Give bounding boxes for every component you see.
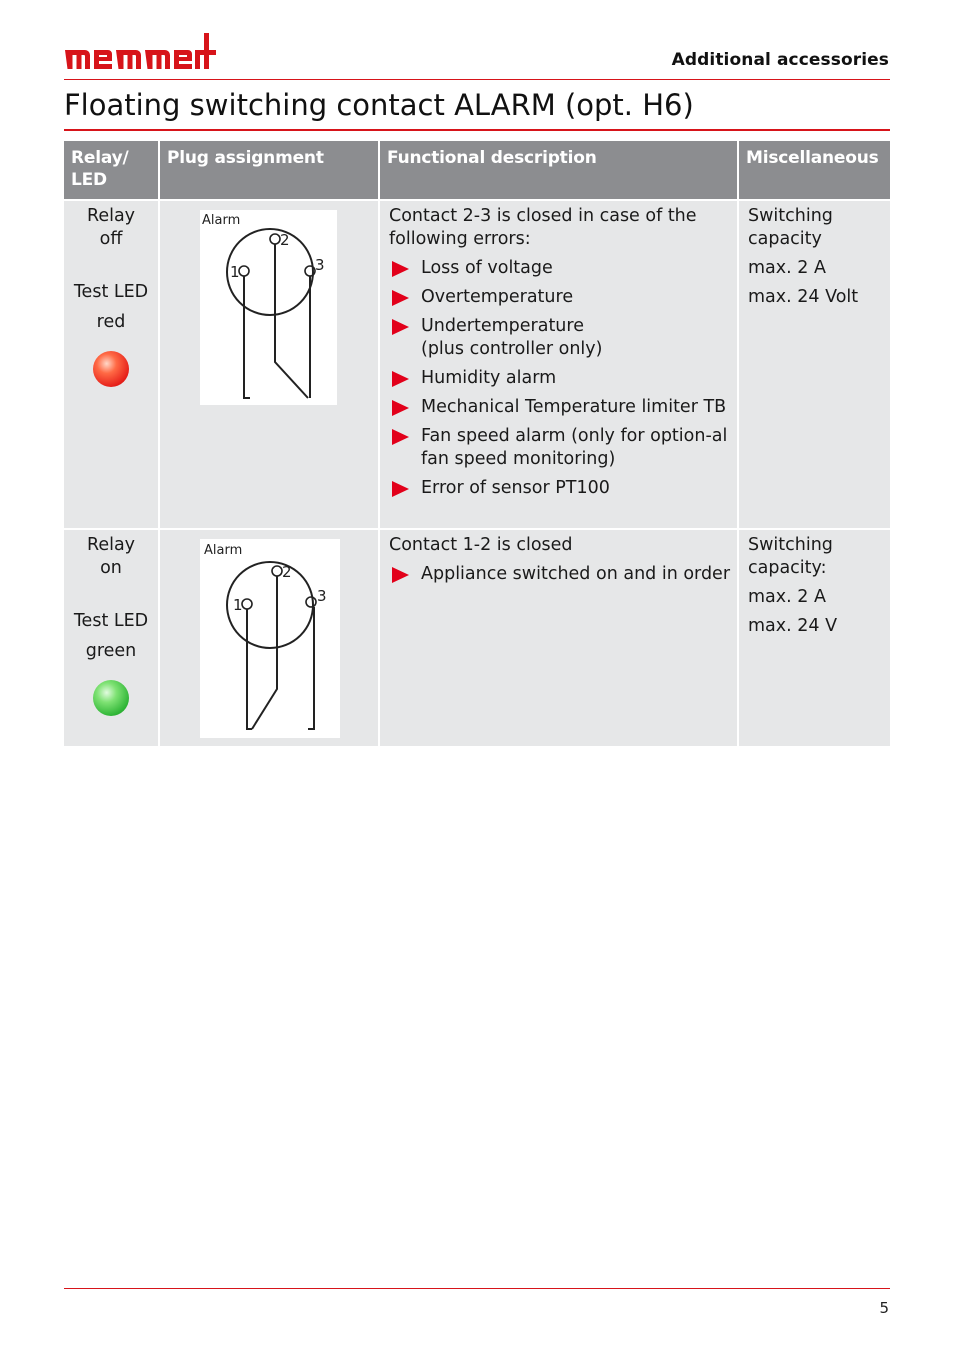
switching-capacity-label: Switching capacity: <box>748 535 833 578</box>
list-item: Mechanical Temperature limiter TB <box>389 396 731 419</box>
list-item: Appliance switched on and in order <box>389 563 731 586</box>
max-current-value: max. 2 A <box>748 258 826 278</box>
list-item: Humidity alarm <box>389 367 731 390</box>
status-list <box>389 563 731 586</box>
bullet-triangle-icon <box>392 400 409 416</box>
list-item: Error of sensor PT100 <box>389 477 731 500</box>
pin-3-label: 3 <box>317 587 327 605</box>
header-rule <box>64 79 890 80</box>
bullet-triangle-icon <box>392 429 409 445</box>
bullet-triangle-icon <box>392 567 409 583</box>
relay-cell <box>64 201 158 528</box>
bullet-triangle-icon <box>392 290 409 306</box>
list-item: Overtemperature <box>389 286 731 309</box>
bullet-triangle-icon <box>392 371 409 387</box>
green-led-icon <box>93 680 129 716</box>
pin-2-label: 2 <box>280 231 290 249</box>
relay-state-value: on <box>100 558 122 578</box>
max-voltage-value: max. 24 Volt <box>748 287 859 307</box>
bullet-triangle-icon <box>392 319 409 335</box>
functional-description-cell <box>380 530 737 746</box>
plug-diagram <box>200 539 340 738</box>
pin-3-label: 3 <box>315 256 325 274</box>
specification-table <box>64 141 890 746</box>
pin-1-label: 1 <box>230 263 240 281</box>
list-item: Loss of voltage <box>389 257 731 280</box>
test-led-color: green <box>85 641 137 661</box>
miscellaneous-cell <box>739 201 890 528</box>
plug-diagram <box>200 210 337 405</box>
relay-state-label: Relay <box>86 535 136 555</box>
page-title: Floating switching contact ALARM (opt. H6) <box>64 88 694 122</box>
column-header-functional-description: Functional description <box>380 141 737 199</box>
test-led-label: Test LED <box>73 611 149 631</box>
list-item-multiline: Undertemperature (plus controller only) <box>421 316 603 359</box>
plug-assignment-cell <box>160 201 378 528</box>
title-rule <box>64 129 890 131</box>
list-item <box>389 315 731 361</box>
section-label: Additional accessories <box>671 50 889 70</box>
relay-state-value: off <box>99 229 123 249</box>
test-led-color: red <box>96 312 126 332</box>
plug-alarm-label: Alarm <box>204 543 243 558</box>
column-header-miscellaneous: Miscellaneous <box>739 141 890 199</box>
miscellaneous-cell <box>739 530 890 746</box>
list-item: Fan speed alarm (only for option-al fan speed monitoring) <box>389 425 731 471</box>
error-list <box>389 257 731 500</box>
red-led-icon <box>93 351 129 387</box>
column-header-relay-led: Relay/ LED <box>64 141 158 199</box>
column-header-plug-assignment: Plug assignment <box>160 141 378 199</box>
pin-2-label: 2 <box>282 563 292 581</box>
pin-1-label: 1 <box>233 596 243 614</box>
relay-cell <box>64 530 158 746</box>
memmert-logo <box>64 30 216 74</box>
test-led-label: Test LED <box>73 282 149 302</box>
plug-assignment-cell <box>160 530 378 746</box>
bullet-triangle-icon <box>392 261 409 277</box>
max-current-value: max. 2 A <box>748 587 826 607</box>
functional-description-cell <box>380 201 737 528</box>
page-number: 5 <box>879 1299 889 1317</box>
bullet-triangle-icon <box>392 481 409 497</box>
footer-rule <box>64 1288 890 1289</box>
max-voltage-value: max. 24 V <box>748 616 838 636</box>
switching-capacity-label: Switching capacity <box>748 206 833 249</box>
description-intro: Contact 2-3 is closed in case of the following errors: <box>389 206 697 249</box>
description-intro: Contact 1-2 is closed <box>389 535 573 555</box>
relay-state-label: Relay <box>86 206 136 226</box>
plug-alarm-label: Alarm <box>202 213 241 228</box>
